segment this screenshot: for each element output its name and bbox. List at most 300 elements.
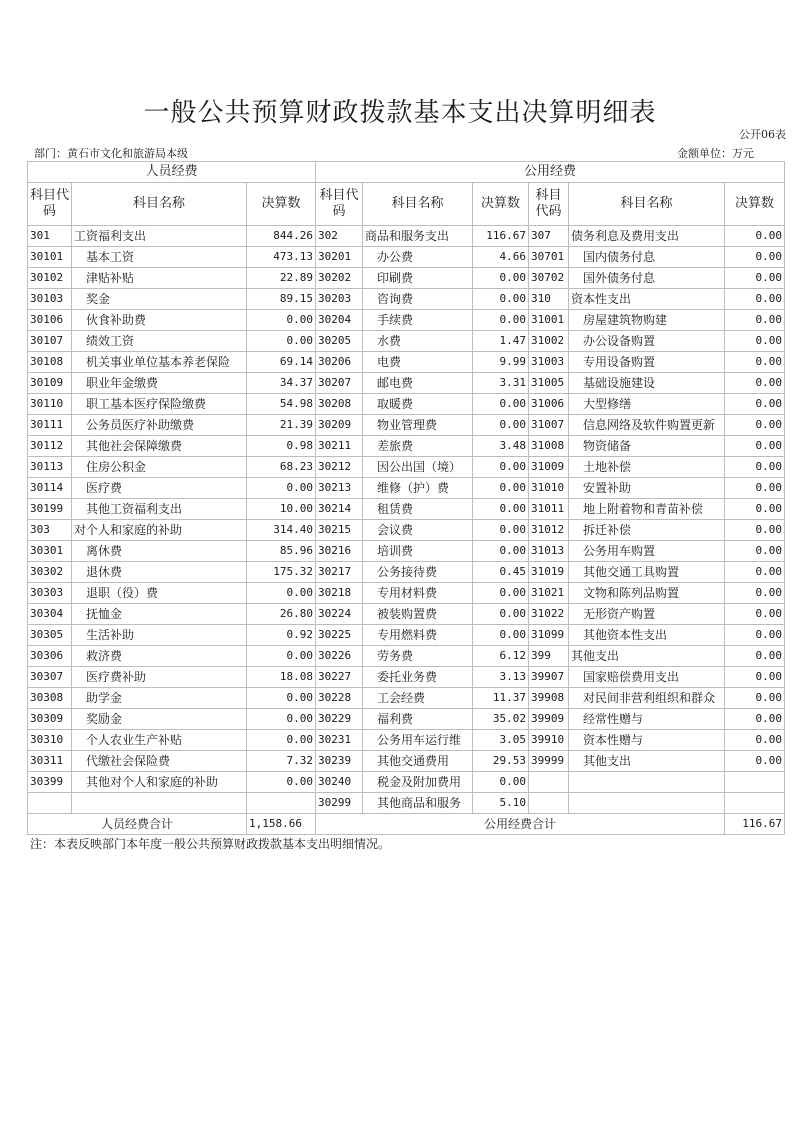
capital-code-cell: 31009 [529, 457, 569, 478]
public-code-cell: 30201 [316, 247, 363, 268]
table-row [28, 772, 785, 793]
public-name-cell: 其他交通费用 [363, 751, 473, 772]
capital-code-cell: 31005 [529, 373, 569, 394]
capital-name-cell: 信息网络及软件购置更新 [569, 415, 725, 436]
personnel-amount-cell: 0.00 [247, 583, 316, 604]
name-col-header: 科目名称 [363, 183, 473, 226]
personnel-amount-cell: 175.32 [247, 562, 316, 583]
personnel-amount-cell: 26.80 [247, 604, 316, 625]
table-row [28, 478, 785, 499]
capital-name-cell: 其他资本性支出 [569, 625, 725, 646]
public-code-cell: 30204 [316, 310, 363, 331]
public-code-cell: 30203 [316, 289, 363, 310]
public-code-cell: 30240 [316, 772, 363, 793]
public-name-cell: 印刷费 [363, 268, 473, 289]
personnel-amount-cell: 0.00 [247, 730, 316, 751]
public-amount-cell: 0.00 [473, 583, 529, 604]
personnel-name-cell: 其他对个人和家庭的补助 [72, 772, 247, 793]
capital-code-cell: 39909 [529, 709, 569, 730]
personnel-name-cell: 代缴社会保险费 [72, 751, 247, 772]
public-amount-cell: 0.00 [473, 625, 529, 646]
personnel-section-header: 人员经费 [28, 162, 316, 183]
public-code-cell: 30207 [316, 373, 363, 394]
public-amount-cell: 116.67 [473, 226, 529, 247]
capital-amount-cell: 0.00 [725, 730, 785, 751]
public-code-cell: 30212 [316, 457, 363, 478]
personnel-name-cell: 奖励金 [72, 709, 247, 730]
capital-code-cell: 399 [529, 646, 569, 667]
capital-amount-cell: 0.00 [725, 268, 785, 289]
personnel-name-cell: 退休费 [72, 562, 247, 583]
personnel-code-cell: 30399 [28, 772, 72, 793]
capital-name-cell: 公务用车购置 [569, 541, 725, 562]
personnel-code-cell: 30303 [28, 583, 72, 604]
public-code-cell: 30202 [316, 268, 363, 289]
public-code-cell: 30214 [316, 499, 363, 520]
capital-name-cell: 经常性赠与 [569, 709, 725, 730]
capital-amount-cell [725, 772, 785, 793]
personnel-name-cell: 奖金 [72, 289, 247, 310]
table-row [28, 226, 785, 247]
personnel-name-cell: 离休费 [72, 541, 247, 562]
personnel-code-cell: 30306 [28, 646, 72, 667]
public-amount-cell: 11.37 [473, 688, 529, 709]
table-row [28, 499, 785, 520]
capital-name-cell: 国外债务付息 [569, 268, 725, 289]
capital-amount-cell: 0.00 [725, 394, 785, 415]
personnel-amount-cell: 0.00 [247, 331, 316, 352]
table-row [28, 247, 785, 268]
capital-amount-cell: 0.00 [725, 226, 785, 247]
public-name-cell: 商品和服务支出 [363, 226, 473, 247]
public-code-cell: 30231 [316, 730, 363, 751]
capital-amount-cell: 0.00 [725, 667, 785, 688]
personnel-amount-cell: 34.37 [247, 373, 316, 394]
public-amount-cell: 3.05 [473, 730, 529, 751]
personnel-code-cell: 301 [28, 226, 72, 247]
name-col-header: 科目名称 [569, 183, 725, 226]
personnel-code-cell: 30114 [28, 478, 72, 499]
public-amount-cell: 0.00 [473, 394, 529, 415]
public-code-cell: 30213 [316, 478, 363, 499]
personnel-code-cell: 30304 [28, 604, 72, 625]
public-amount-cell: 0.00 [473, 415, 529, 436]
table-row [28, 583, 785, 604]
capital-amount-cell: 0.00 [725, 520, 785, 541]
capital-code-cell: 39999 [529, 751, 569, 772]
public-code-cell: 30227 [316, 667, 363, 688]
personnel-code-cell: 30107 [28, 331, 72, 352]
public-name-cell: 物业管理费 [363, 415, 473, 436]
public-amount-cell: 35.02 [473, 709, 529, 730]
capital-amount-cell: 0.00 [725, 604, 785, 625]
capital-name-cell: 土地补偿 [569, 457, 725, 478]
public-name-cell: 租赁费 [363, 499, 473, 520]
capital-code-cell: 31019 [529, 562, 569, 583]
capital-code-cell: 31006 [529, 394, 569, 415]
table-row [28, 688, 785, 709]
public-name-cell: 其他商品和服务 [363, 793, 473, 814]
personnel-name-cell: 工资福利支出 [72, 226, 247, 247]
capital-amount-cell [725, 793, 785, 814]
personnel-code-cell: 30102 [28, 268, 72, 289]
capital-name-cell: 安置补助 [569, 478, 725, 499]
code-col-header: 科目代码 [28, 183, 72, 226]
personnel-code-cell [28, 793, 72, 814]
amount-col-header: 决算数 [247, 183, 316, 226]
public-code-cell: 30215 [316, 520, 363, 541]
capital-amount-cell: 0.00 [725, 373, 785, 394]
capital-name-cell: 文物和陈列品购置 [569, 583, 725, 604]
public-amount-cell: 0.00 [473, 520, 529, 541]
public-name-cell: 专用材料费 [363, 583, 473, 604]
personnel-name-cell: 医疗费补助 [72, 667, 247, 688]
personnel-amount-cell: 22.89 [247, 268, 316, 289]
public-amount-cell: 0.00 [473, 499, 529, 520]
capital-amount-cell: 0.00 [725, 247, 785, 268]
personnel-amount-cell: 21.39 [247, 415, 316, 436]
public-name-cell: 税金及附加费用 [363, 772, 473, 793]
personnel-amount-cell: 0.00 [247, 688, 316, 709]
public-name-cell: 电费 [363, 352, 473, 373]
table-row [28, 373, 785, 394]
public-name-cell: 福利费 [363, 709, 473, 730]
personnel-amount-cell: 68.23 [247, 457, 316, 478]
personnel-amount-cell: 314.40 [247, 520, 316, 541]
personnel-amount-cell: 10.00 [247, 499, 316, 520]
capital-amount-cell: 0.00 [725, 646, 785, 667]
personnel-name-cell: 职业年金缴费 [72, 373, 247, 394]
department-label: 部门：黄石市文化和旅游局本级 [34, 147, 188, 160]
public-code-cell: 30226 [316, 646, 363, 667]
capital-name-cell: 物资储备 [569, 436, 725, 457]
personnel-name-cell: 基本工资 [72, 247, 247, 268]
public-total-label: 公用经费合计 [316, 814, 725, 835]
public-code-cell: 30208 [316, 394, 363, 415]
personnel-code-cell: 30103 [28, 289, 72, 310]
public-code-cell: 30206 [316, 352, 363, 373]
public-name-cell: 邮电费 [363, 373, 473, 394]
amount-col-header: 决算数 [473, 183, 529, 226]
personnel-code-cell: 30106 [28, 310, 72, 331]
public-name-cell: 咨询费 [363, 289, 473, 310]
personnel-name-cell [72, 793, 247, 814]
table-body [28, 226, 785, 814]
capital-code-cell [529, 772, 569, 793]
personnel-code-cell: 30302 [28, 562, 72, 583]
public-code-cell: 302 [316, 226, 363, 247]
personnel-name-cell: 助学金 [72, 688, 247, 709]
capital-code-cell: 31002 [529, 331, 569, 352]
capital-amount-cell: 0.00 [725, 625, 785, 646]
public-amount-cell: 0.00 [473, 289, 529, 310]
personnel-code-cell: 30307 [28, 667, 72, 688]
table-row [28, 352, 785, 373]
public-name-cell: 劳务费 [363, 646, 473, 667]
capital-amount-cell: 0.00 [725, 310, 785, 331]
personnel-name-cell: 津贴补贴 [72, 268, 247, 289]
personnel-name-cell: 退职（役）费 [72, 583, 247, 604]
personnel-name-cell: 机关事业单位基本养老保险 [72, 352, 247, 373]
capital-name-cell [569, 793, 725, 814]
personnel-name-cell: 其他社会保障缴费 [72, 436, 247, 457]
personnel-code-cell: 30109 [28, 373, 72, 394]
public-code-cell: 30218 [316, 583, 363, 604]
public-name-cell: 专用燃料费 [363, 625, 473, 646]
capital-amount-cell: 0.00 [725, 289, 785, 310]
public-amount-cell: 6.12 [473, 646, 529, 667]
capital-amount-cell: 0.00 [725, 499, 785, 520]
public-code-cell: 30217 [316, 562, 363, 583]
public-amount-cell: 0.00 [473, 541, 529, 562]
personnel-code-cell: 30110 [28, 394, 72, 415]
capital-name-cell: 其他支出 [569, 751, 725, 772]
personnel-code-cell: 30108 [28, 352, 72, 373]
public-amount-cell: 5.10 [473, 793, 529, 814]
personnel-amount-cell: 0.00 [247, 478, 316, 499]
public-amount-cell: 0.00 [473, 310, 529, 331]
table-row [28, 394, 785, 415]
table-row [28, 457, 785, 478]
personnel-name-cell: 个人农业生产补贴 [72, 730, 247, 751]
personnel-code-cell: 30308 [28, 688, 72, 709]
public-name-cell: 手续费 [363, 310, 473, 331]
table-row [28, 730, 785, 751]
page-title: 一般公共预算财政拨款基本支出决算明细表 [143, 98, 657, 128]
personnel-name-cell: 生活补助 [72, 625, 247, 646]
personnel-code-cell: 303 [28, 520, 72, 541]
personnel-code-cell: 30310 [28, 730, 72, 751]
personnel-code-cell: 30199 [28, 499, 72, 520]
table-row [28, 562, 785, 583]
table-row [28, 667, 785, 688]
capital-code-cell: 31099 [529, 625, 569, 646]
table-row [28, 625, 785, 646]
capital-code-cell: 31007 [529, 415, 569, 436]
capital-amount-cell: 0.00 [725, 331, 785, 352]
footnote: 注：本表反映部门本年度一般公共预算财政拨款基本支出明细情况。 [30, 837, 391, 851]
personnel-code-cell: 30111 [28, 415, 72, 436]
personnel-amount-cell: 844.26 [247, 226, 316, 247]
capital-name-cell: 专用设备购置 [569, 352, 725, 373]
personnel-name-cell: 抚恤金 [72, 604, 247, 625]
public-name-cell: 差旅费 [363, 436, 473, 457]
public-code-cell: 30225 [316, 625, 363, 646]
public-code-cell: 30205 [316, 331, 363, 352]
table-row [28, 415, 785, 436]
personnel-code-cell: 30101 [28, 247, 72, 268]
amount-unit: 金额单位：万元 [677, 147, 754, 160]
personnel-name-cell: 职工基本医疗保险缴费 [72, 394, 247, 415]
capital-amount-cell: 0.00 [725, 583, 785, 604]
capital-name-cell: 国家赔偿费用支出 [569, 667, 725, 688]
table-row [28, 604, 785, 625]
public-amount-cell: 0.00 [473, 604, 529, 625]
public-name-cell: 因公出国（境） [363, 457, 473, 478]
personnel-code-cell: 30309 [28, 709, 72, 730]
capital-amount-cell: 0.00 [725, 352, 785, 373]
capital-amount-cell: 0.00 [725, 709, 785, 730]
capital-amount-cell: 0.00 [725, 562, 785, 583]
table-row [28, 520, 785, 541]
personnel-total-value: 1,158.66 [247, 814, 316, 835]
personnel-amount-cell: 0.00 [247, 646, 316, 667]
personnel-name-cell: 对个人和家庭的补助 [72, 520, 247, 541]
table-row [28, 268, 785, 289]
public-amount-cell: 0.00 [473, 772, 529, 793]
capital-code-cell: 31008 [529, 436, 569, 457]
table-row [28, 709, 785, 730]
capital-name-cell: 基础设施建设 [569, 373, 725, 394]
personnel-code-cell: 30113 [28, 457, 72, 478]
personnel-code-cell: 30112 [28, 436, 72, 457]
capital-code-cell: 31001 [529, 310, 569, 331]
personnel-amount-cell: 7.32 [247, 751, 316, 772]
capital-name-cell: 大型修缮 [569, 394, 725, 415]
table-row [28, 646, 785, 667]
capital-amount-cell: 0.00 [725, 751, 785, 772]
table-row [28, 310, 785, 331]
public-code-cell: 30299 [316, 793, 363, 814]
personnel-amount-cell: 0.00 [247, 310, 316, 331]
personnel-code-cell: 30305 [28, 625, 72, 646]
capital-code-cell: 39908 [529, 688, 569, 709]
public-amount-cell: 0.45 [473, 562, 529, 583]
public-name-cell: 工会经费 [363, 688, 473, 709]
personnel-amount-cell: 0.92 [247, 625, 316, 646]
personnel-name-cell: 其他工资福利支出 [72, 499, 247, 520]
expenditure-table [27, 161, 785, 835]
table-row [28, 541, 785, 562]
public-name-cell: 水费 [363, 331, 473, 352]
public-code-cell: 30239 [316, 751, 363, 772]
personnel-amount-cell: 69.14 [247, 352, 316, 373]
code-col-header: 科目代码 [529, 183, 569, 226]
public-total-value: 116.67 [725, 814, 785, 835]
capital-name-cell: 债务利息及费用支出 [569, 226, 725, 247]
public-code-cell: 30229 [316, 709, 363, 730]
capital-name-cell [569, 772, 725, 793]
table-row [28, 436, 785, 457]
personnel-name-cell: 医疗费 [72, 478, 247, 499]
form-number: 公开06表 [739, 128, 786, 141]
personnel-name-cell: 住房公积金 [72, 457, 247, 478]
capital-name-cell: 地上附着物和青苗补偿 [569, 499, 725, 520]
public-amount-cell: 0.00 [473, 268, 529, 289]
personnel-amount-cell [247, 793, 316, 814]
capital-code-cell [529, 793, 569, 814]
capital-code-cell: 31022 [529, 604, 569, 625]
public-amount-cell: 3.13 [473, 667, 529, 688]
capital-code-cell: 31013 [529, 541, 569, 562]
capital-amount-cell: 0.00 [725, 688, 785, 709]
personnel-amount-cell: 473.13 [247, 247, 316, 268]
personnel-amount-cell: 0.00 [247, 772, 316, 793]
personnel-amount-cell: 54.98 [247, 394, 316, 415]
capital-name-cell: 对民间非营利组织和群众 [569, 688, 725, 709]
capital-amount-cell: 0.00 [725, 478, 785, 499]
public-amount-cell: 29.53 [473, 751, 529, 772]
public-amount-cell: 0.00 [473, 478, 529, 499]
personnel-name-cell: 救济费 [72, 646, 247, 667]
table-row [28, 331, 785, 352]
public-amount-cell: 0.00 [473, 457, 529, 478]
personnel-amount-cell: 0.00 [247, 709, 316, 730]
personnel-amount-cell: 89.15 [247, 289, 316, 310]
personnel-name-cell: 绩效工资 [72, 331, 247, 352]
capital-name-cell: 房屋建筑物购建 [569, 310, 725, 331]
code-col-header: 科目代码 [316, 183, 363, 226]
public-name-cell: 公务用车运行维 [363, 730, 473, 751]
table-row [28, 751, 785, 772]
public-amount-cell: 9.99 [473, 352, 529, 373]
public-code-cell: 30209 [316, 415, 363, 436]
capital-amount-cell: 0.00 [725, 415, 785, 436]
capital-code-cell: 30702 [529, 268, 569, 289]
capital-name-cell: 办公设备购置 [569, 331, 725, 352]
capital-code-cell: 39907 [529, 667, 569, 688]
public-name-cell: 取暖费 [363, 394, 473, 415]
public-name-cell: 被装购置费 [363, 604, 473, 625]
capital-amount-cell: 0.00 [725, 457, 785, 478]
public-name-cell: 维修（护）费 [363, 478, 473, 499]
public-name-cell: 会议费 [363, 520, 473, 541]
public-section-header: 公用经费 [316, 162, 785, 183]
capital-code-cell: 307 [529, 226, 569, 247]
personnel-name-cell: 伙食补助费 [72, 310, 247, 331]
table-row [28, 289, 785, 310]
public-amount-cell: 1.47 [473, 331, 529, 352]
personnel-code-cell: 30301 [28, 541, 72, 562]
capital-name-cell: 资本性支出 [569, 289, 725, 310]
public-amount-cell: 3.48 [473, 436, 529, 457]
public-amount-cell: 4.66 [473, 247, 529, 268]
capital-name-cell: 拆迁补偿 [569, 520, 725, 541]
personnel-amount-cell: 85.96 [247, 541, 316, 562]
public-name-cell: 公务接待费 [363, 562, 473, 583]
capital-name-cell: 其他交通工具购置 [569, 562, 725, 583]
public-code-cell: 30228 [316, 688, 363, 709]
public-name-cell: 培训费 [363, 541, 473, 562]
personnel-amount-cell: 18.08 [247, 667, 316, 688]
public-code-cell: 30216 [316, 541, 363, 562]
personnel-amount-cell: 0.98 [247, 436, 316, 457]
capital-code-cell: 39910 [529, 730, 569, 751]
capital-name-cell: 无形资产购置 [569, 604, 725, 625]
totals-row [28, 814, 785, 835]
amount-col-header: 决算数 [725, 183, 785, 226]
capital-amount-cell: 0.00 [725, 541, 785, 562]
capital-code-cell: 31010 [529, 478, 569, 499]
capital-code-cell: 30701 [529, 247, 569, 268]
capital-code-cell: 31021 [529, 583, 569, 604]
public-code-cell: 30211 [316, 436, 363, 457]
capital-code-cell: 310 [529, 289, 569, 310]
capital-name-cell: 资本性赠与 [569, 730, 725, 751]
capital-code-cell: 31012 [529, 520, 569, 541]
personnel-total-label: 人员经费合计 [28, 814, 247, 835]
capital-code-cell: 31011 [529, 499, 569, 520]
public-amount-cell: 3.31 [473, 373, 529, 394]
capital-code-cell: 31003 [529, 352, 569, 373]
public-name-cell: 办公费 [363, 247, 473, 268]
capital-amount-cell: 0.00 [725, 436, 785, 457]
personnel-code-cell: 30311 [28, 751, 72, 772]
name-col-header: 科目名称 [72, 183, 247, 226]
capital-name-cell: 国内债务付息 [569, 247, 725, 268]
capital-name-cell: 其他支出 [569, 646, 725, 667]
table-row [28, 793, 785, 814]
